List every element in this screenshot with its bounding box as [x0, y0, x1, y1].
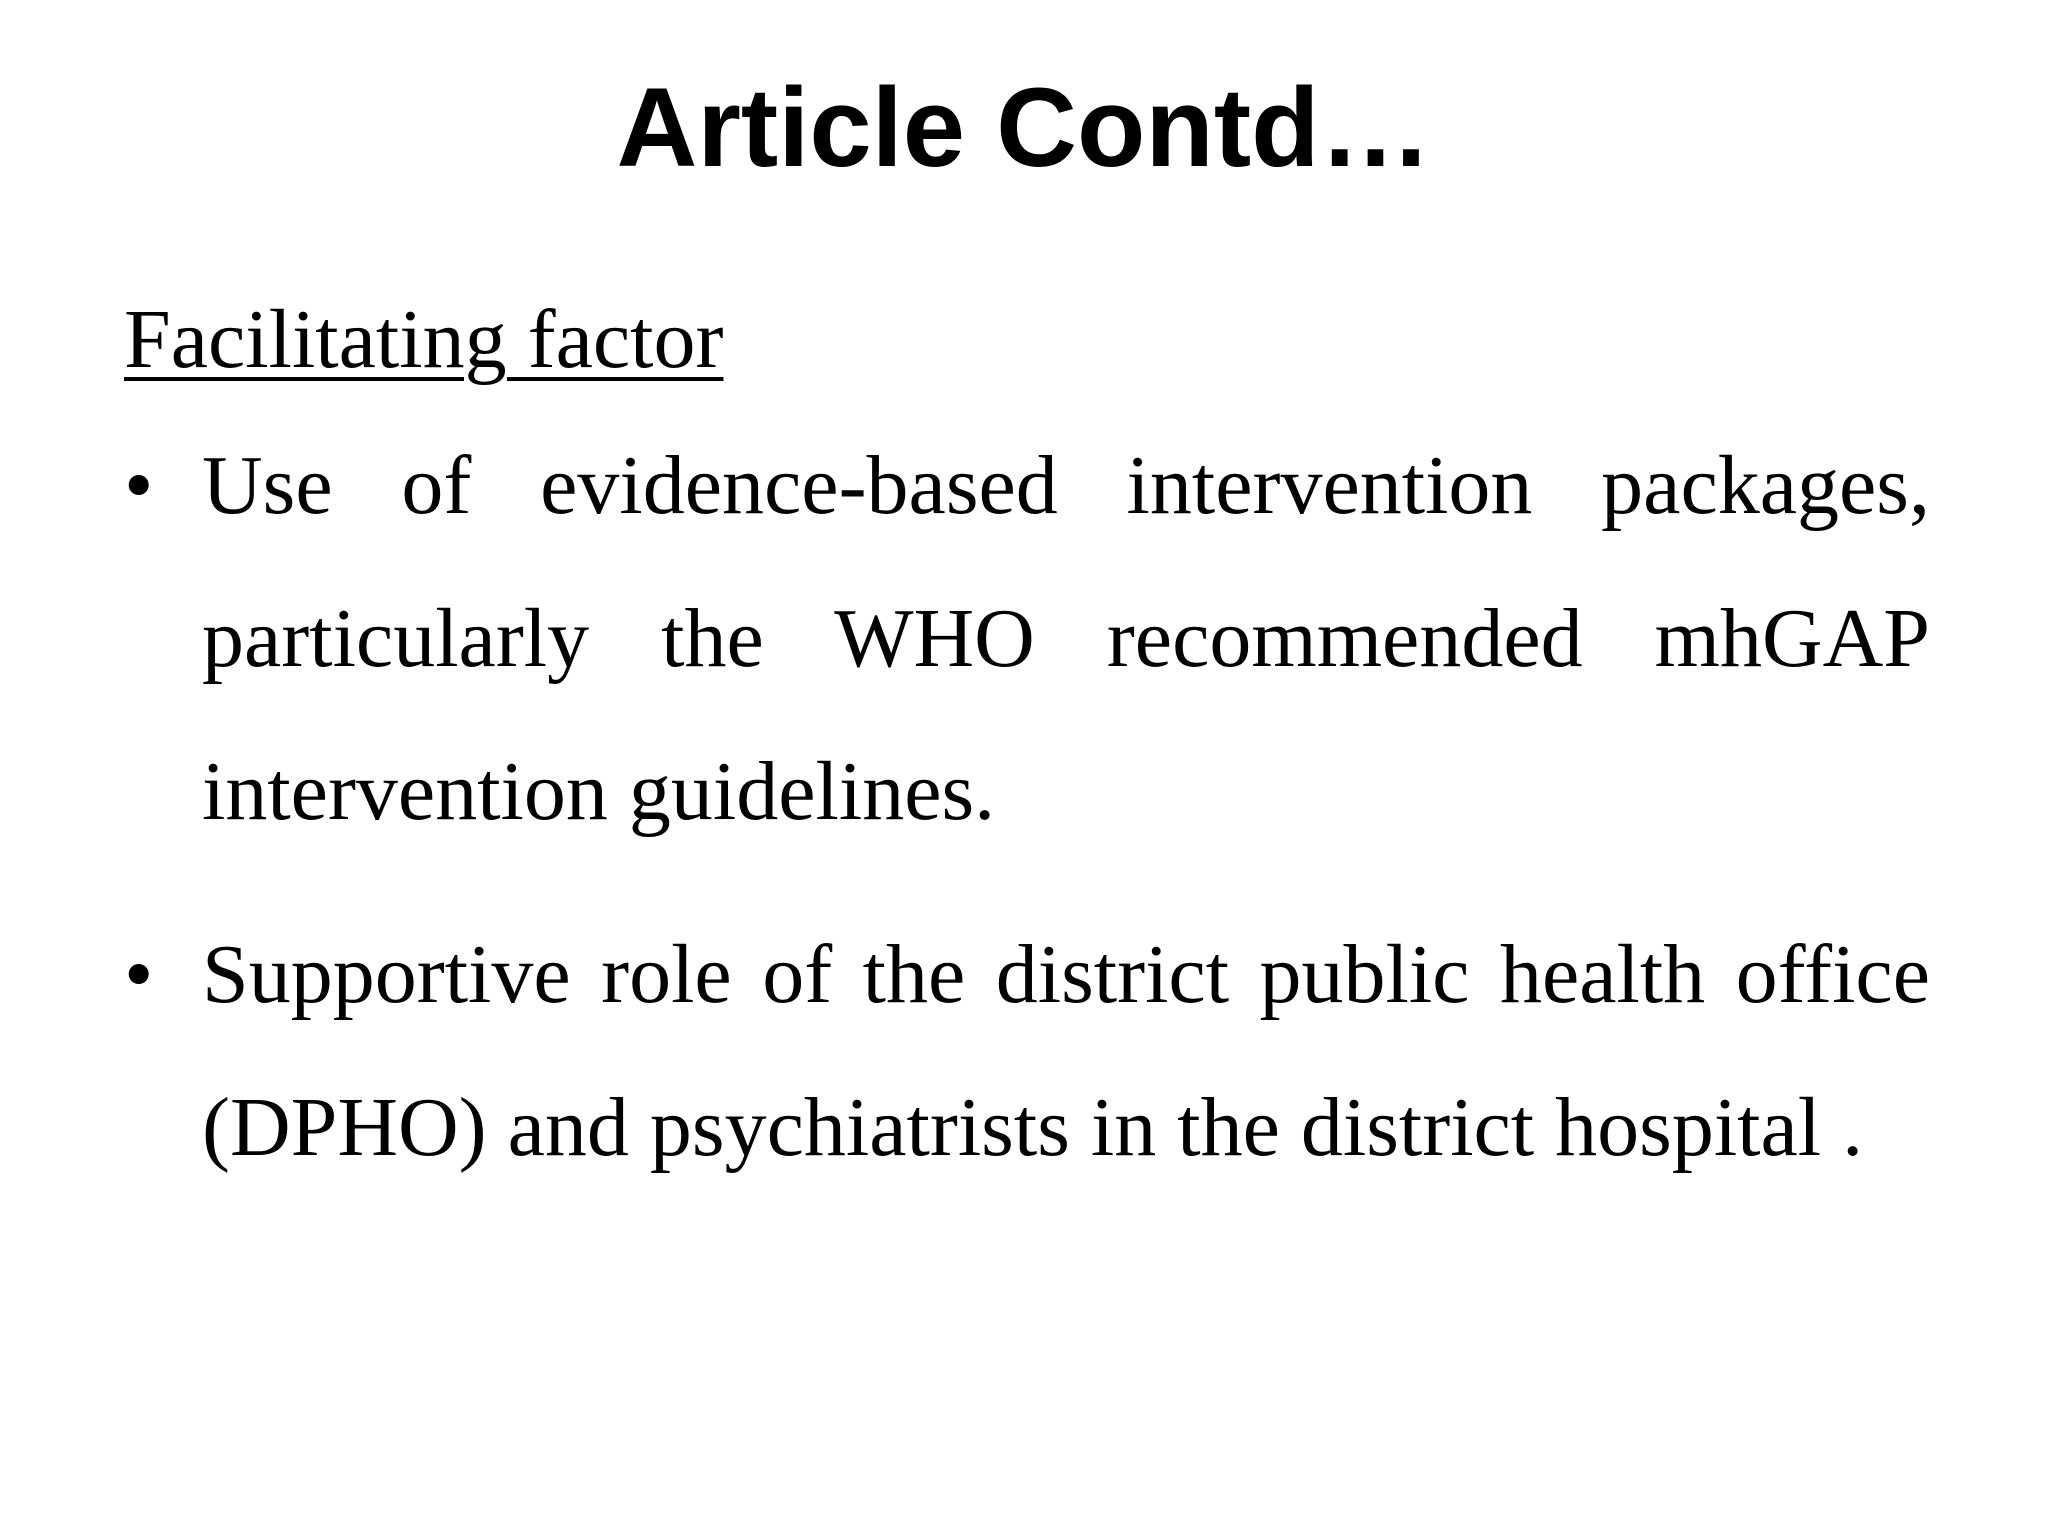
bullet-icon: •	[124, 928, 154, 1021]
bullet-icon: •	[124, 439, 154, 532]
bullet-item-supportive-role	[124, 898, 1930, 1204]
section-heading: Facilitating factor	[124, 293, 724, 386]
slide-title: Article Contd…	[616, 65, 1432, 190]
bullet-text: Use of evidence-based intervention packages, particularly the WHO recommended mhGAP intervention guidelines.	[202, 439, 1930, 838]
bullet-text: Supportive role of the district public health office (DPHO) and psychiatrists in the district hospital .	[202, 928, 1930, 1174]
bullet-item-evidence-based	[124, 409, 1930, 868]
slide-body	[124, 285, 1930, 1234]
bullet-list	[124, 409, 1930, 1204]
